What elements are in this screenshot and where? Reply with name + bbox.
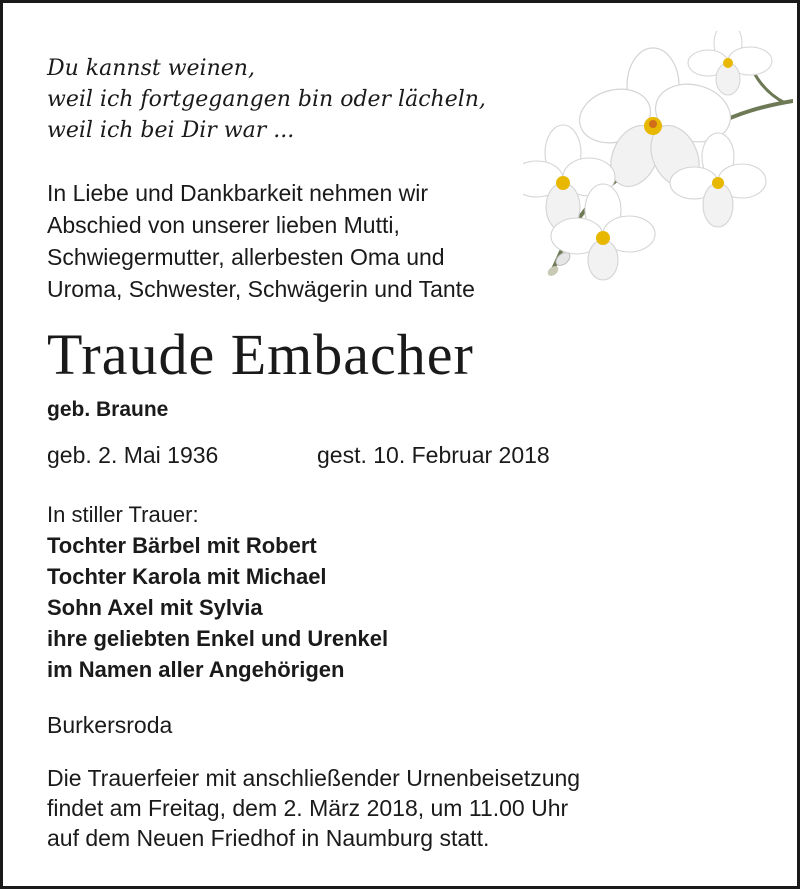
intro-line: Abschied von unserer lieben Mutti, <box>47 212 400 238</box>
death-date: gest. 10. Februar 2018 <box>317 442 550 468</box>
mourner-name: Sohn Axel mit Sylvia <box>47 595 263 620</box>
mourners-list <box>47 499 388 685</box>
intro-line: In Liebe und Dankbarkeit nehmen wir <box>47 180 429 206</box>
deceased-name: Traude Embacher <box>47 322 474 387</box>
mourner-name: ihre geliebten Enkel und Urenkel <box>47 626 389 651</box>
poem-line: weil ich fortgegangen bin oder lächeln, <box>47 87 486 112</box>
service-line: Die Trauerfeier mit anschließender Urnenbeisetzung <box>47 765 581 791</box>
service-line: auf dem Neuen Friedhof in Naumburg statt. <box>47 825 490 851</box>
mourner-name: im Namen aller Angehörigen <box>47 657 345 682</box>
mourner-name: Tochter Karola mit Michael <box>47 564 327 589</box>
poem-line: weil ich bei Dir war ... <box>47 118 295 143</box>
maiden-name: geb. Braune <box>47 398 169 421</box>
place-name: Burkersroda <box>47 712 173 738</box>
birth-date: geb. 2. Mai 1936 <box>47 442 219 468</box>
service-line: findet am Freitag, dem 2. März 2018, um 11.00 Uhr <box>47 795 569 821</box>
poem-line: Du kannst weinen, <box>47 56 255 81</box>
white-orchid-branch-icon <box>523 31 793 281</box>
intro-line: Uroma, Schwester, Schwägerin und Tante <box>47 276 475 302</box>
poem-quote <box>47 53 486 146</box>
intro-text <box>47 177 475 305</box>
life-dates <box>47 440 550 470</box>
service-details <box>47 763 580 853</box>
mourner-name: Tochter Bärbel mit Robert <box>47 533 317 558</box>
mourners-heading: In stiller Trauer: <box>47 502 199 527</box>
intro-line: Schwiegermutter, allerbesten Oma und <box>47 244 445 270</box>
